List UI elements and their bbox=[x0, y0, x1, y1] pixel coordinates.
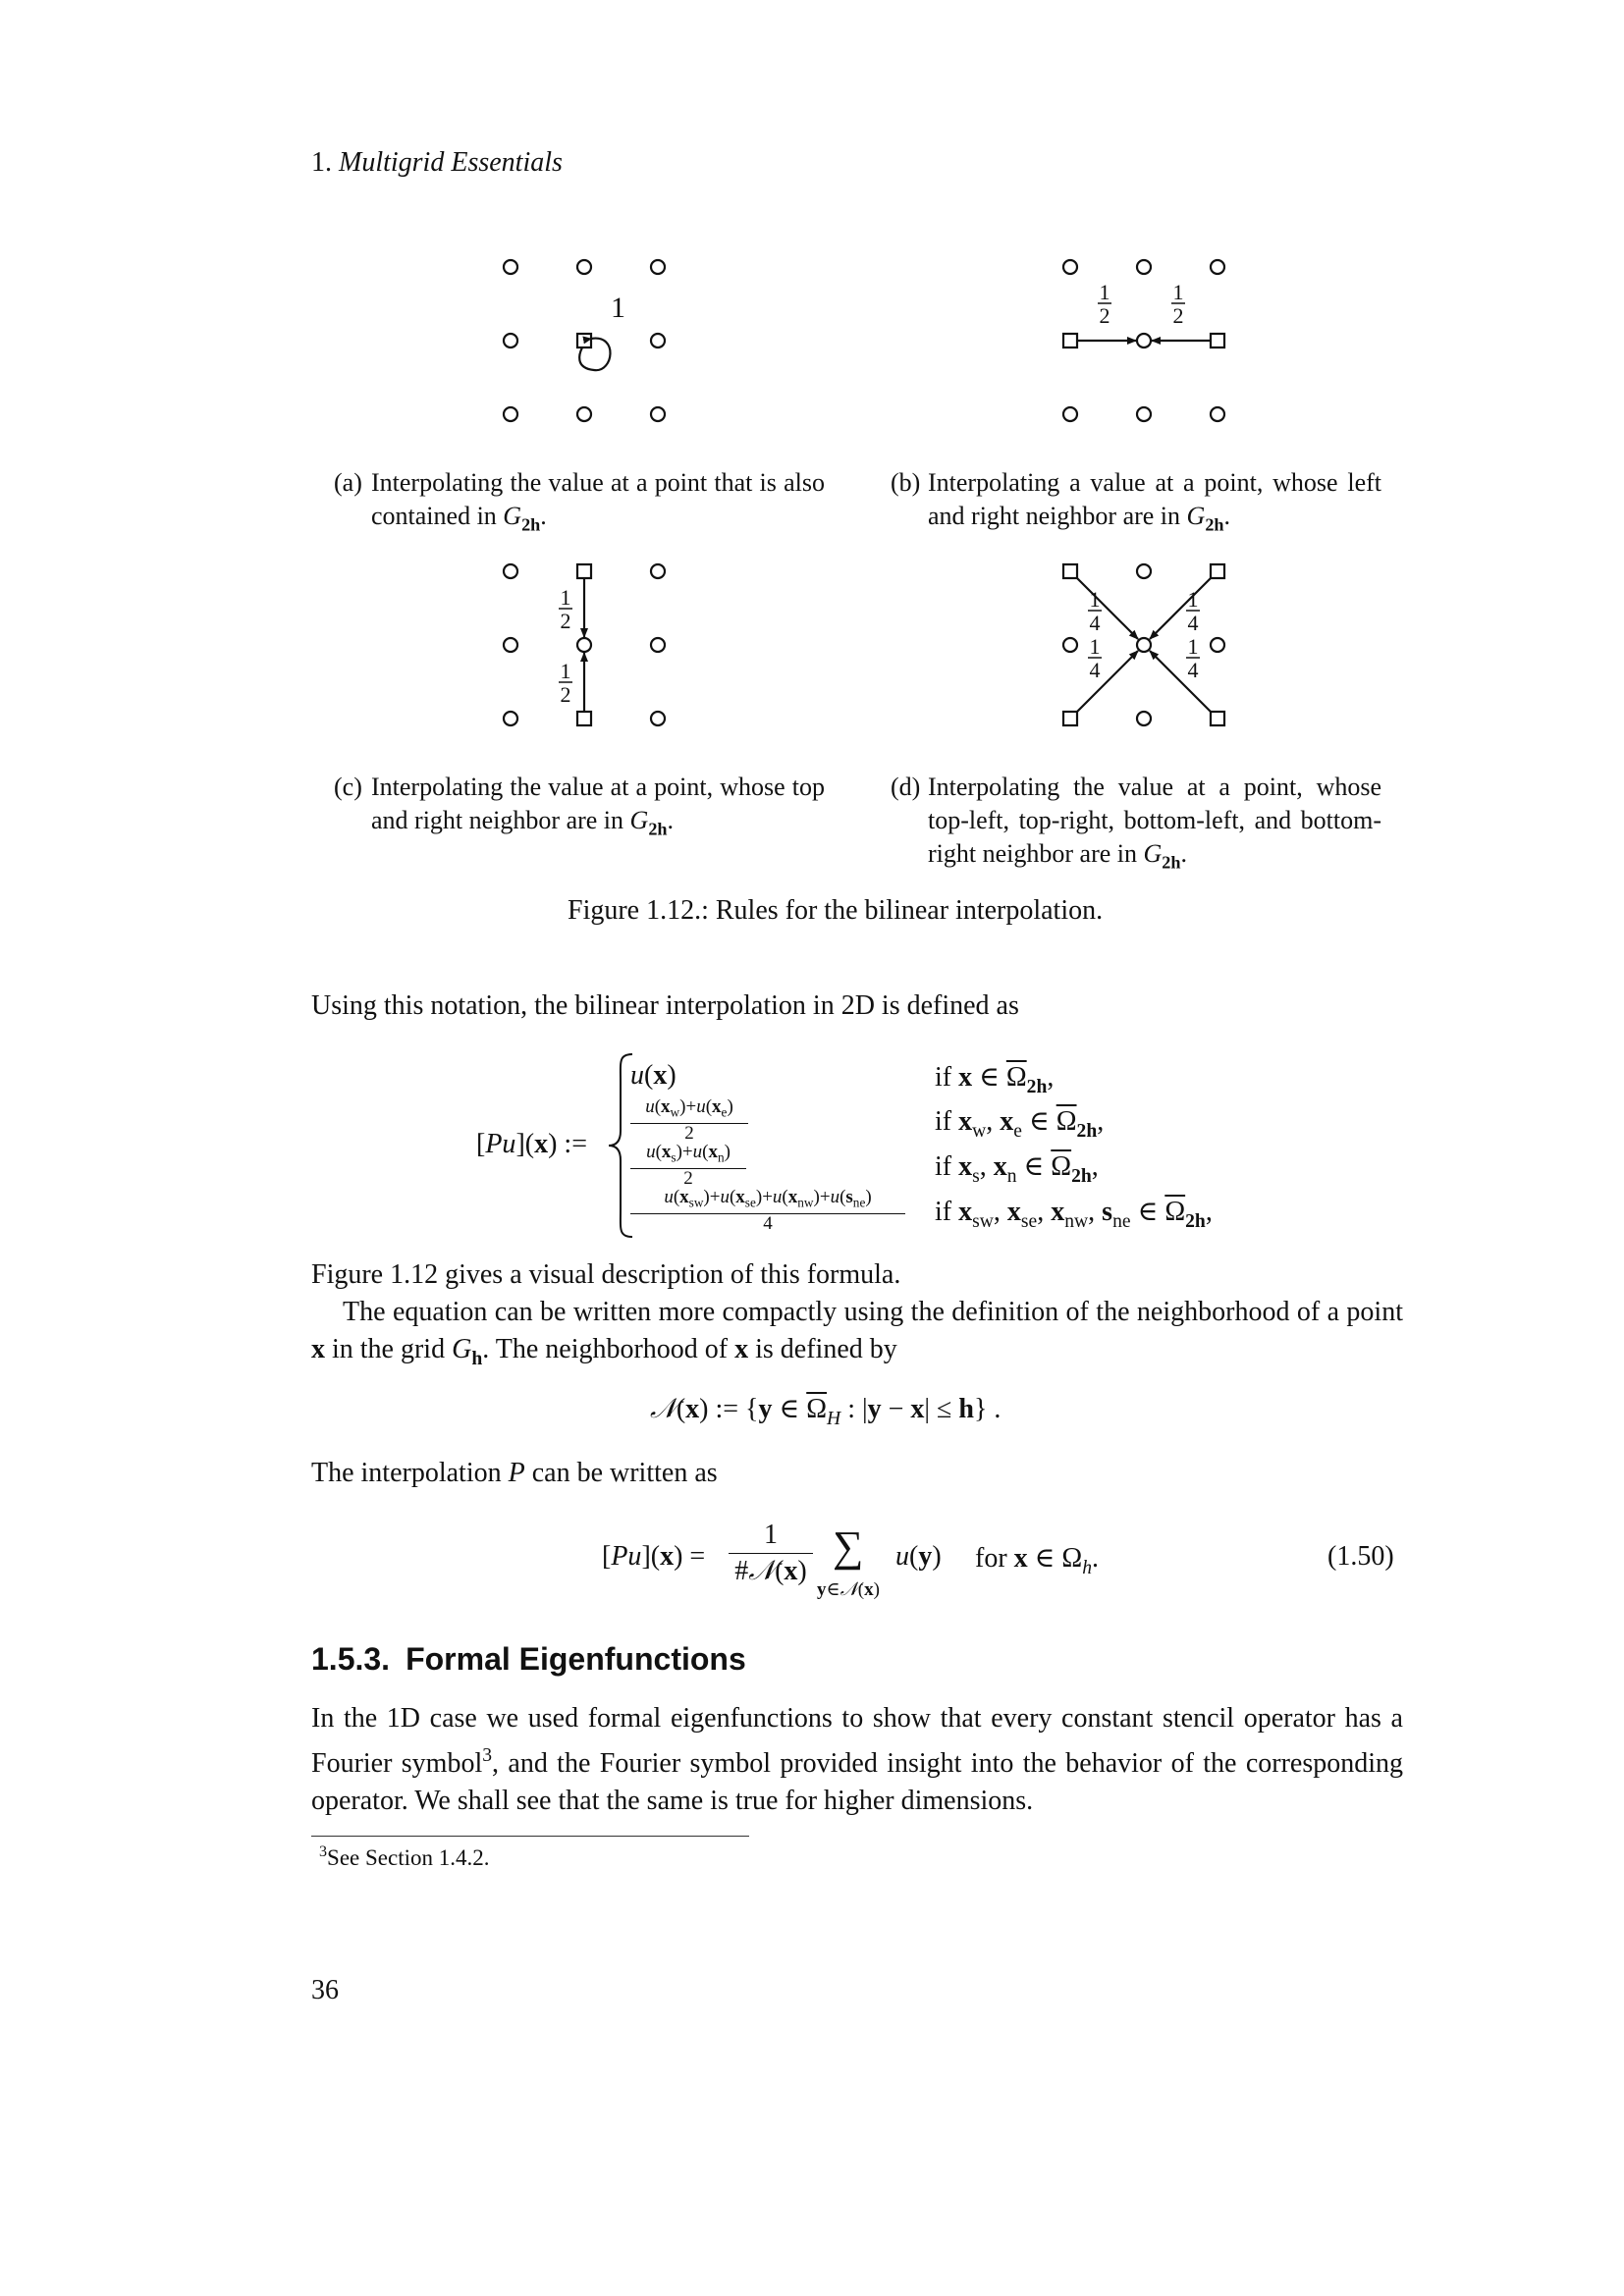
caption-text: Interpolating the value at a point, whose top-left, top-right, bottom-left, and bottom-right neighbor are in bbox=[928, 773, 1381, 868]
case-4-condition: if $x_{sw}$, $x_{se}$, $x_{nw}$, $s_{ne}$ ∈ $\overline{\Omega}_{2h}$, bbox=[935, 1197, 1213, 1232]
grid-subscript: 2h bbox=[1205, 514, 1224, 535]
section-title: Formal Eigenfunctions bbox=[406, 1641, 746, 1677]
weight-denominator: 4 bbox=[1187, 611, 1199, 635]
piecewise-formula bbox=[0, 1050, 1624, 1247]
fine-grid-point bbox=[1211, 260, 1224, 274]
paragraph-text: The interpolation bbox=[311, 1458, 509, 1488]
weight-denominator: 2 bbox=[560, 682, 571, 707]
weight-numerator: 1 bbox=[1172, 280, 1184, 304]
equation-fraction: 1 #𝒩(x) bbox=[729, 1518, 813, 1589]
fine-grid-point bbox=[651, 712, 665, 725]
weight-numerator: 1 bbox=[560, 585, 571, 610]
weight-label: 1 bbox=[611, 292, 625, 324]
subfigure-d-caption bbox=[891, 771, 1381, 874]
footnote bbox=[319, 1843, 490, 1871]
footnote-text: See Section 1.4.2. bbox=[327, 1844, 490, 1870]
fine-grid-point bbox=[1063, 407, 1077, 421]
paragraph-text: The equation can be written more compactly using the definition of the neighborhood of a point bbox=[343, 1297, 1403, 1327]
subfigure-b-caption bbox=[891, 466, 1381, 535]
chapter-number: 1. bbox=[311, 147, 332, 178]
subfigure-a-caption bbox=[334, 466, 825, 535]
caption-text: Interpolating a value at a point, whose left and right neighbor are in bbox=[928, 468, 1381, 530]
target-point bbox=[1137, 638, 1151, 652]
figure-caption: Figure 1.12.: Rules for the bilinear interpolation. bbox=[568, 895, 1104, 926]
grid-g-h: $G_h$ bbox=[452, 1334, 483, 1369]
caption-end: . bbox=[1223, 502, 1231, 530]
equation-number: (1.50) bbox=[1327, 1541, 1394, 1572]
fine-grid-point bbox=[651, 260, 665, 274]
fine-grid-point bbox=[1137, 564, 1151, 578]
math-x: x bbox=[734, 1334, 749, 1364]
formula-reference-paragraph: Figure 1.12 gives a visual description of this formula. bbox=[311, 1259, 901, 1290]
footnote-rule bbox=[311, 1836, 749, 1837]
caption-end: . bbox=[540, 502, 547, 530]
case-2-condition: if $x_w$, $x_e$ ∈ $\overline{\Omega}_{2h}$, bbox=[935, 1106, 1105, 1142]
summation-index: y∈𝒩(x) bbox=[817, 1579, 880, 1600]
target-point bbox=[577, 638, 591, 652]
arrow-from-top-left bbox=[1077, 578, 1138, 639]
weight-denominator: 4 bbox=[1089, 611, 1101, 635]
weight-numerator: 1 bbox=[1089, 587, 1101, 612]
grid-symbol: G bbox=[1143, 839, 1163, 868]
weight-denominator: 4 bbox=[1089, 658, 1101, 682]
running-head bbox=[311, 147, 563, 179]
coarse-grid-point bbox=[577, 564, 591, 578]
subfigure-b-diagram bbox=[1031, 240, 1247, 437]
math-P: P bbox=[508, 1458, 525, 1488]
fine-grid-point bbox=[1137, 407, 1151, 421]
fine-grid-point bbox=[1211, 407, 1224, 421]
grid-symbol: G bbox=[503, 502, 522, 530]
fine-grid-point bbox=[651, 407, 665, 421]
fine-grid-point bbox=[577, 407, 591, 421]
paragraph-text: In the 1D case we used formal eigenfunctions to show that every constant stencil operator has a Fourier symbol bbox=[311, 1703, 1403, 1779]
footnote-number: 3 bbox=[319, 1843, 328, 1860]
section-paragraph bbox=[311, 1700, 1403, 1820]
subfigure-label: (d) bbox=[891, 773, 921, 801]
coarse-grid-point bbox=[1211, 334, 1224, 347]
grid-symbol: G bbox=[629, 806, 649, 834]
arrow-from-top-right bbox=[1150, 578, 1211, 639]
paragraph-text: . The neighborhood of bbox=[482, 1334, 735, 1364]
caption-text: Interpolating the value at a point that is also contained in bbox=[371, 468, 825, 530]
coarse-grid-point bbox=[1211, 712, 1224, 725]
fine-grid-point bbox=[651, 638, 665, 652]
math-x: x bbox=[311, 1334, 325, 1364]
caption-end: . bbox=[1180, 839, 1187, 868]
arrow-from-bottom-left bbox=[1077, 651, 1138, 712]
subfigure-label: (b) bbox=[891, 468, 921, 497]
chapter-title: Multigrid Essentials bbox=[339, 147, 563, 178]
fine-grid-point bbox=[1063, 260, 1077, 274]
subfigure-c-caption bbox=[334, 771, 825, 839]
equation-lhs: [Pu](x) = bbox=[602, 1541, 706, 1572]
neighborhood-paragraph bbox=[311, 1294, 1403, 1378]
coarse-grid-point bbox=[1063, 712, 1077, 725]
coarse-grid-point bbox=[1063, 334, 1077, 347]
fine-grid-point bbox=[504, 334, 517, 347]
target-point bbox=[1137, 334, 1151, 347]
weight-denominator: 2 bbox=[560, 609, 571, 633]
fine-grid-point bbox=[577, 260, 591, 274]
case-3-value: $u(x_s)+u(x_n)$ 2 bbox=[630, 1143, 746, 1189]
paragraph-text: , and the Fourier symbol provided insight into the behavior of the corresponding operator. We shall see that the same is true for higher dimensions. bbox=[311, 1747, 1404, 1816]
weight-numerator: 1 bbox=[1099, 280, 1110, 304]
subfigure-label: (c) bbox=[334, 773, 362, 801]
weight-denominator: 2 bbox=[1172, 303, 1184, 328]
case-3-condition: if $x_s$, $x_n$ ∈ $\overline{\Omega}_{2h}$, bbox=[935, 1151, 1099, 1187]
weight-numerator: 1 bbox=[560, 659, 571, 683]
caption-text: Interpolating the value at a point, whose top and right neighbor are in bbox=[371, 773, 825, 834]
case-4-value: $u(x_{sw})+u(x_{se})+u(x_{nw})+u(s_{ne})$ 4 bbox=[630, 1188, 905, 1234]
weight-denominator: 2 bbox=[1099, 303, 1110, 328]
fine-grid-point bbox=[651, 564, 665, 578]
coarse-grid-point bbox=[577, 712, 591, 725]
neighborhood-formula: 𝒩(x) := {y ∈ $\overline{\Omega}_H$ : |y − x| ≤ h} . bbox=[650, 1394, 1001, 1429]
case-2-value: $u(x_w)+u(x_e)$ 2 bbox=[630, 1097, 748, 1144]
subfigure-d-diagram bbox=[1031, 545, 1247, 741]
fine-grid-point bbox=[504, 260, 517, 274]
case-1-value: u(x) bbox=[630, 1060, 677, 1091]
formula-lhs: [Pu](x) := bbox=[476, 1129, 587, 1159]
fine-grid-point bbox=[504, 712, 517, 725]
weight-numerator: 1 bbox=[1089, 634, 1101, 659]
case-1-condition: if x ∈ $\overline{\Omega}_{2h}$, bbox=[935, 1062, 1055, 1097]
subfigure-label: (a) bbox=[334, 468, 362, 497]
fine-grid-point bbox=[504, 638, 517, 652]
interpolation-paragraph bbox=[311, 1455, 1403, 1492]
grid-subscript: 2h bbox=[648, 819, 668, 839]
grid-subscript: 2h bbox=[521, 514, 541, 535]
fine-grid-point bbox=[1137, 712, 1151, 725]
paragraph-text: in the grid bbox=[325, 1334, 453, 1364]
weight-numerator: 1 bbox=[1187, 587, 1199, 612]
subfigure-c-diagram bbox=[471, 545, 687, 741]
summand: u(y) bbox=[895, 1541, 942, 1572]
fine-grid-point bbox=[1137, 260, 1151, 274]
paragraph-text: can be written as bbox=[524, 1458, 718, 1488]
equation-1-50 bbox=[0, 1512, 1624, 1620]
intro-paragraph: Using this notation, the bilinear interpolation in 2D is defined as bbox=[311, 990, 1019, 1021]
self-loop-arrow bbox=[579, 339, 610, 371]
coarse-grid-point bbox=[1211, 564, 1224, 578]
arrow-from-bottom-right bbox=[1150, 651, 1211, 712]
caption-end: . bbox=[667, 806, 675, 834]
section-number: 1.5.3. bbox=[311, 1641, 391, 1677]
fine-grid-point bbox=[504, 407, 517, 421]
paragraph-text: is defined by bbox=[748, 1334, 897, 1364]
footnote-marker[interactable]: 3 bbox=[482, 1745, 493, 1766]
grid-subscript: 2h bbox=[1162, 852, 1181, 873]
fine-grid-point bbox=[651, 334, 665, 347]
section-heading bbox=[311, 1641, 746, 1678]
summation-sign: ∑ bbox=[833, 1522, 864, 1571]
subfigure-a-diagram bbox=[471, 240, 687, 437]
equation-condition: for x ∈ $\Omega_h$. bbox=[975, 1543, 1099, 1578]
grid-symbol: G bbox=[1186, 502, 1206, 530]
fine-grid-point bbox=[1211, 638, 1224, 652]
coarse-grid-point bbox=[1063, 564, 1077, 578]
weight-denominator: 4 bbox=[1187, 658, 1199, 682]
coarse-grid-point bbox=[577, 334, 591, 347]
page-number: 36 bbox=[311, 1975, 339, 2005]
fine-grid-point bbox=[504, 564, 517, 578]
fine-grid-point bbox=[1063, 638, 1077, 652]
weight-numerator: 1 bbox=[1187, 634, 1199, 659]
